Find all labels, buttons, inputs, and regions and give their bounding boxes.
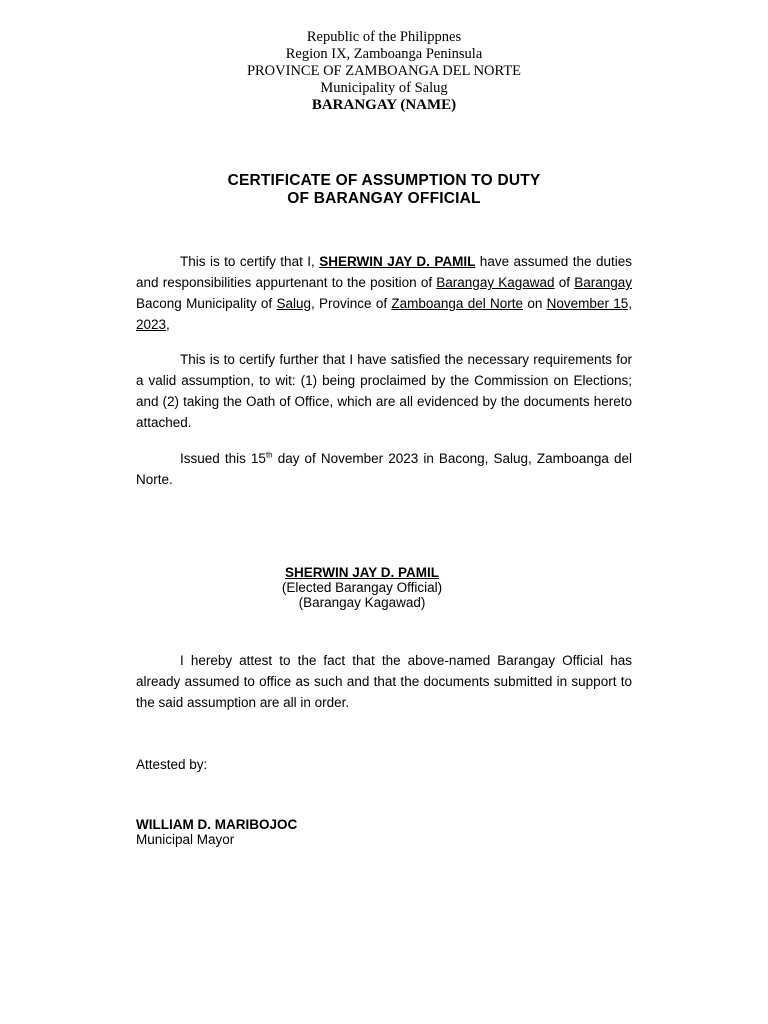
- header-province: PROVINCE OF ZAMBOANGA DEL NORTE: [246, 63, 522, 79]
- title-line-1: CERTIFICATE OF ASSUMPTION TO DUTY: [227, 172, 541, 189]
- attestation-paragraph: I hereby attest to the fact that the above-named Barangay Official has already assumed to office as such and that the documents submitted in support to the said assumption are all in order.: [136, 653, 632, 710]
- title-line-2: OF BARANGAY OFFICIAL: [287, 190, 481, 207]
- requirements-paragraph: This is to certify further that I have satisfied the necessary requirements for a valid assumption, to wit: (1) being proclaimed by the Commission on Elections; and (2) taking the Oath of Office, which are all evidenced by the documents hereto attached.: [136, 352, 632, 430]
- certification-paragraph: This is to certify that I, SHERWIN JAY D. PAMIL have assumed the duties and responsibilities appurtenant to the position of Barangay Kagawad of Barangay Bacong Municipality of Salug, Province of Zamboanga del Norte on November 15, 2023,: [136, 254, 633, 332]
- signature-role: (Elected Barangay Official): [281, 580, 443, 595]
- issued-paragraph: Issued this 15th day of November 2023 in Bacong, Salug, Zamboanga del Norte.: [136, 450, 632, 487]
- header-municipality: Municipality of Salug: [320, 80, 448, 96]
- mayor-title: Municipal Mayor: [136, 832, 235, 847]
- header-republic: Republic of the Philippnes: [306, 29, 462, 45]
- signature-position: (Barangay Kagawad): [298, 595, 426, 610]
- official-name: SHERWIN JAY D. PAMIL: [319, 254, 476, 269]
- position-name: Barangay Kagawad: [436, 275, 555, 290]
- barangay-word: Barangay: [574, 275, 632, 290]
- mayor-name: WILLIAM D. MARIBOJOC: [136, 817, 298, 832]
- municipality-name: Salug: [276, 296, 311, 311]
- province-name: Zamboanga del Norte: [391, 296, 524, 311]
- mayor-signature-block: [136, 817, 297, 847]
- document-title: [0, 172, 768, 208]
- signature-name: SHERWIN JAY D. PAMIL: [284, 565, 440, 580]
- attested-by-label: Attested by:: [136, 757, 208, 772]
- header-barangay: BARANGAY (NAME): [311, 97, 457, 113]
- official-signature-block: [212, 565, 512, 610]
- assumption-date: November 15, 2023: [136, 296, 633, 332]
- letterhead: [0, 29, 768, 114]
- header-region: Region IX, Zamboanga Peninsula: [285, 46, 483, 62]
